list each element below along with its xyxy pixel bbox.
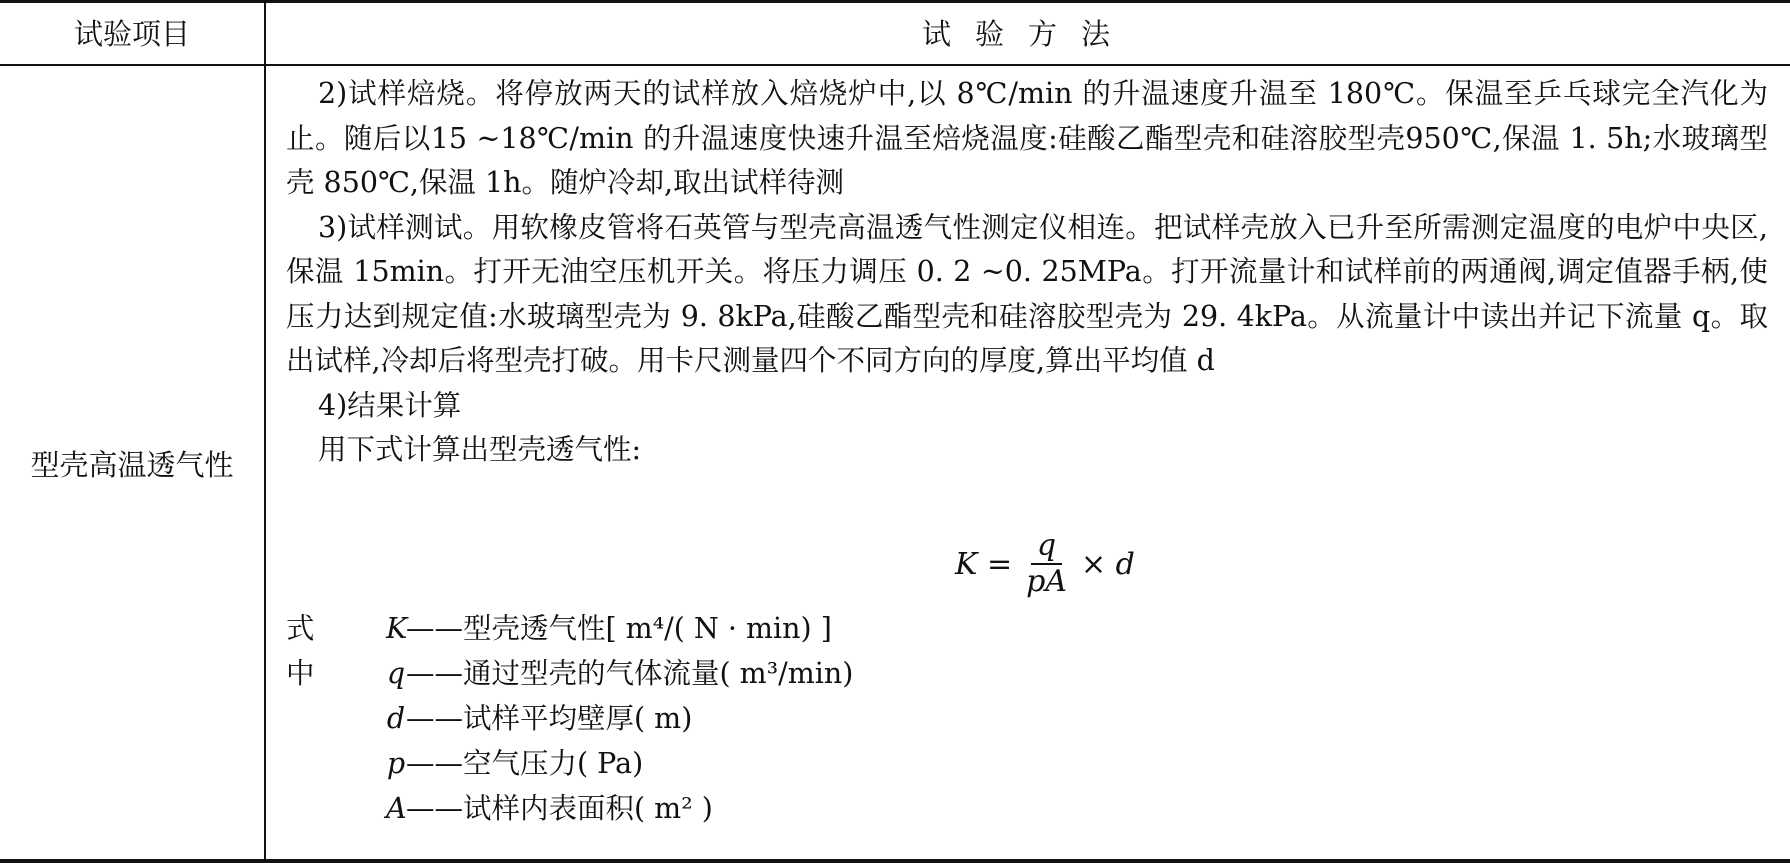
formula-rhs: × d <box>1080 546 1135 582</box>
formula-denominator: pA <box>1026 564 1067 599</box>
variable-description: ——试样内表面积( m² ) <box>406 792 713 825</box>
variable-description: ——空气压力( Pa) <box>406 747 644 780</box>
formula-numerator: q <box>1031 529 1062 565</box>
variable-symbol: K <box>386 612 408 645</box>
variable-description: ——通过型壳的气体流量( m³/min) <box>406 657 854 690</box>
variable-description: ——型壳透气性[ m⁴/( N · min) ] <box>406 612 832 645</box>
formula-lhs: K = <box>955 546 1013 582</box>
table-bottom-rule <box>0 859 1790 863</box>
step-4-heading: 4)结果计算 <box>318 388 462 422</box>
step-2-paragraph: 2)试样焙烧。将停放两天的试样放入焙烧炉中,以 8℃/min 的升温速度升温至 180℃。保温至乒乓球完全汽化为止。随后以15 ~18℃/min 的升温速度快速升温至焙烧温度:硅酸乙酯型壳和硅溶胶型壳950℃,保温 1. 5h;水玻璃型壳 850℃,保温 1h。随炉冷却,取出试样待测 <box>286 77 1768 199</box>
method-text <box>286 72 1768 473</box>
step-3-paragraph: 3)试样测试。用软橡皮管将石英管与型壳高温透气性测定仪相连。把试样壳放入已升至所需测定温度的电炉中央区,保温 15min。打开无油空压机开关。将压力调压 0. 2 ~0. 25MPa。打开流量计和试样前的两通阀,调定值器手柄,使压力达到规定值:水玻璃型壳为 9. 8kPa,硅酸乙酯型壳和硅溶胶型壳为 29. 4kPa。从流量计中读出并记下流量 q。取出试样,冷却后将型壳打破。用卡尺测量四个不同方向的厚度,算出平均值 d <box>286 210 1768 377</box>
variable-symbol: q <box>386 657 406 690</box>
column-divider <box>264 0 266 863</box>
header-test-item: 试验项目 <box>73 16 190 51</box>
row-test-item-label: 型壳高温透气性 <box>30 447 234 482</box>
variable-description: ——试样平均壁厚( m) <box>406 702 693 735</box>
formula-fraction <box>1020 529 1073 599</box>
permeability-formula <box>955 528 1135 600</box>
formula-intro: 用下式计算出型壳透气性: <box>318 433 642 466</box>
header-divider <box>0 64 1790 66</box>
variable-symbol: d <box>386 702 406 735</box>
variable-symbol: p <box>386 747 406 780</box>
header-test-method: 试验方法 <box>921 16 1134 51</box>
where-label: 式中 <box>286 612 315 690</box>
variable-symbol: A <box>386 792 407 825</box>
